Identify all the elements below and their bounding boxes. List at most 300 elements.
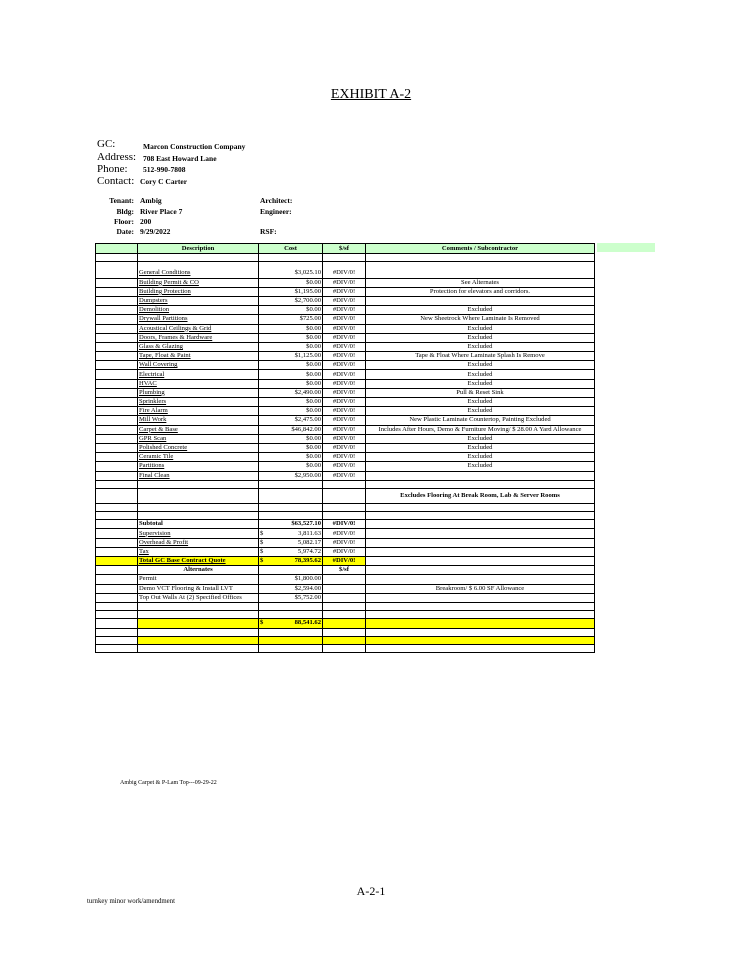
table-row bbox=[96, 488, 595, 503]
table-row bbox=[96, 352, 595, 361]
row-comment: Excluded bbox=[366, 333, 595, 342]
engineer-label: Engineer: bbox=[260, 207, 292, 216]
row-comment bbox=[366, 471, 595, 480]
table-row bbox=[96, 342, 595, 351]
row-cost: $0.00 bbox=[259, 324, 323, 333]
table-cell bbox=[366, 619, 595, 628]
tax-label: Tax bbox=[138, 547, 259, 556]
alternate-comment bbox=[366, 575, 595, 584]
table-cell bbox=[323, 512, 366, 520]
row-cost: $0.00 bbox=[259, 370, 323, 379]
table-row bbox=[96, 434, 595, 443]
row-sf: #DIV/0! bbox=[323, 462, 366, 471]
row-comment: Excluded bbox=[366, 361, 595, 370]
amount: 5,974.72 bbox=[297, 547, 321, 555]
row-comment: Excluded bbox=[366, 370, 595, 379]
header-highlight bbox=[597, 243, 655, 252]
table-cell bbox=[323, 611, 366, 619]
table-cell bbox=[259, 254, 323, 262]
table-row bbox=[96, 644, 595, 652]
table-cell bbox=[323, 584, 366, 593]
table-row bbox=[96, 453, 595, 462]
blank-cell bbox=[96, 370, 138, 379]
table-cell bbox=[96, 262, 138, 270]
table-cell bbox=[259, 512, 323, 520]
table-row bbox=[96, 296, 595, 305]
row-cost: $0.00 bbox=[259, 434, 323, 443]
blank-cell bbox=[96, 425, 138, 434]
date-label: Date: bbox=[116, 227, 134, 236]
note-comment: Excludes Flooring At Break Room, Lab & Server Rooms bbox=[366, 488, 595, 503]
table-row bbox=[96, 425, 595, 434]
table-cell bbox=[366, 557, 595, 566]
blank-cell bbox=[96, 462, 138, 471]
blank-cell bbox=[96, 352, 138, 361]
table-cell bbox=[138, 628, 259, 636]
table-row bbox=[96, 388, 595, 397]
table-row bbox=[96, 512, 595, 520]
row-sf: #DIV/0! bbox=[323, 342, 366, 351]
table-row bbox=[96, 636, 595, 644]
row-comment: Excluded bbox=[366, 407, 595, 416]
table-cell bbox=[366, 262, 595, 270]
table-cell bbox=[96, 636, 138, 644]
row-description: General Conditions bbox=[138, 269, 259, 278]
blank-cell bbox=[96, 342, 138, 351]
row-cost: $0.00 bbox=[259, 278, 323, 287]
row-cost: $0.00 bbox=[259, 398, 323, 407]
table-row bbox=[96, 407, 595, 416]
table-cell bbox=[323, 602, 366, 610]
row-description: Sprinklers bbox=[138, 398, 259, 407]
table-cell bbox=[366, 628, 595, 636]
row-sf: #DIV/0! bbox=[323, 269, 366, 278]
row-description: Dumpsters bbox=[138, 296, 259, 305]
table-cell bbox=[366, 602, 595, 610]
table-row bbox=[96, 462, 595, 471]
cost-table bbox=[95, 243, 595, 653]
table-row bbox=[96, 254, 595, 262]
row-comment: Tape & Float Where Laminate Splash Is Remove bbox=[366, 352, 595, 361]
row-cost: $0.00 bbox=[259, 379, 323, 388]
table-cell bbox=[138, 611, 259, 619]
blank-cell bbox=[96, 333, 138, 342]
table-cell bbox=[138, 602, 259, 610]
alternate-cost: $2,594.00 bbox=[259, 584, 323, 593]
row-comment: Pull & Reset Sink bbox=[366, 388, 595, 397]
table-cell bbox=[366, 254, 595, 262]
blank-cell bbox=[96, 361, 138, 370]
header-cost: Cost bbox=[259, 244, 323, 254]
table-cell bbox=[323, 636, 366, 644]
alternates-sf: $/sf bbox=[323, 566, 366, 575]
row-sf: #DIV/0! bbox=[323, 370, 366, 379]
table-row bbox=[96, 370, 595, 379]
row-cost: $2,950.00 bbox=[259, 471, 323, 480]
blank-cell bbox=[96, 407, 138, 416]
supervision-label: Supervision bbox=[138, 529, 259, 538]
row-sf: #DIV/0! bbox=[323, 306, 366, 315]
row-description: Tape, Float & Paint bbox=[138, 352, 259, 361]
table-cell bbox=[96, 503, 138, 511]
table-row bbox=[96, 262, 595, 270]
row-description: Fire Alarm bbox=[138, 407, 259, 416]
table-cell bbox=[259, 636, 323, 644]
row-comment: Excluded bbox=[366, 443, 595, 452]
contact-value: Cory C Carter bbox=[140, 177, 188, 186]
row-sf: #DIV/0! bbox=[323, 315, 366, 324]
bldg-value: River Place 7 bbox=[140, 207, 183, 216]
tax-cost bbox=[259, 547, 323, 556]
blank-cell bbox=[96, 398, 138, 407]
row-description: Polished Concrete bbox=[138, 443, 259, 452]
table-row bbox=[96, 443, 595, 452]
total-sf: #DIV/0! bbox=[323, 557, 366, 566]
row-comment: Excluded bbox=[366, 434, 595, 443]
alternates-label: Alternates bbox=[138, 566, 259, 575]
row-description: Building Protection bbox=[138, 287, 259, 296]
table-cell bbox=[138, 619, 259, 628]
table-row bbox=[96, 269, 595, 278]
table-cell bbox=[259, 628, 323, 636]
blank-cell bbox=[96, 324, 138, 333]
table-cell bbox=[323, 575, 366, 584]
row-sf: #DIV/0! bbox=[323, 398, 366, 407]
grand-total-cost bbox=[259, 619, 323, 628]
alternate-description: Demo VCT Flooring & Install LVT bbox=[138, 584, 259, 593]
table-cell bbox=[366, 636, 595, 644]
supervision-cost bbox=[259, 529, 323, 538]
table-row bbox=[96, 379, 595, 388]
table-cell bbox=[259, 488, 323, 503]
row-description: Glass & Glazing bbox=[138, 342, 259, 351]
table-row bbox=[96, 602, 595, 610]
row-comment: Includes After Hours, Demo & Furniture Moving/ $ 28.00 A Yard Allowance bbox=[366, 425, 595, 434]
blank-cell bbox=[96, 471, 138, 480]
table-row bbox=[96, 416, 595, 425]
blank-cell bbox=[96, 278, 138, 287]
table-cell bbox=[96, 628, 138, 636]
row-description: Acoustical Ceilings & Grid bbox=[138, 324, 259, 333]
table-row bbox=[96, 520, 595, 529]
table-cell bbox=[366, 512, 595, 520]
row-description: Plumbing bbox=[138, 388, 259, 397]
blank-cell bbox=[96, 269, 138, 278]
tenant-label: Tenant: bbox=[109, 196, 134, 205]
address-value: 708 East Howard Lane bbox=[143, 154, 217, 163]
amount: 5,082.17 bbox=[297, 538, 321, 546]
table-cell bbox=[366, 566, 595, 575]
supervision-sf: #DIV/0! bbox=[323, 529, 366, 538]
table-cell bbox=[259, 262, 323, 270]
table-cell bbox=[96, 520, 138, 529]
gc-label: GC: bbox=[97, 138, 116, 150]
row-sf: #DIV/0! bbox=[323, 407, 366, 416]
blank-cell bbox=[96, 287, 138, 296]
table-cell bbox=[96, 602, 138, 610]
table-cell bbox=[323, 619, 366, 628]
row-cost: $0.00 bbox=[259, 443, 323, 452]
footer-line: turnkey minor work/amendment bbox=[87, 898, 175, 905]
table-cell bbox=[323, 480, 366, 488]
row-sf: #DIV/0! bbox=[323, 453, 366, 462]
row-cost: $0.00 bbox=[259, 333, 323, 342]
table-row bbox=[96, 547, 595, 556]
table-cell bbox=[323, 488, 366, 503]
row-comment: Excluded bbox=[366, 398, 595, 407]
header-description: Description bbox=[138, 244, 259, 254]
row-comment: Excluded bbox=[366, 342, 595, 351]
row-cost: $0.00 bbox=[259, 342, 323, 351]
blank-cell bbox=[96, 557, 138, 566]
row-cost: $2,700.00 bbox=[259, 296, 323, 305]
table-cell bbox=[138, 488, 259, 503]
row-description: Ceramic Tile bbox=[138, 453, 259, 462]
phone-value: 512-990-7808 bbox=[143, 165, 186, 174]
table-cell bbox=[96, 611, 138, 619]
table-cell bbox=[366, 503, 595, 511]
row-sf: #DIV/0! bbox=[323, 434, 366, 443]
blank-cell bbox=[96, 453, 138, 462]
alternate-comment bbox=[366, 593, 595, 602]
table-cell bbox=[366, 547, 595, 556]
row-comment: New Sheetrock Where Laminate Is Removed bbox=[366, 315, 595, 324]
table-cell bbox=[259, 480, 323, 488]
row-description: Final Clean bbox=[138, 471, 259, 480]
row-comment: Excluded bbox=[366, 324, 595, 333]
total-label: Total GC Base Contract Quote bbox=[138, 557, 259, 566]
table-cell bbox=[96, 619, 138, 628]
row-comment: Excluded bbox=[366, 462, 595, 471]
row-cost: $46,842.00 bbox=[259, 425, 323, 434]
row-sf: #DIV/0! bbox=[323, 278, 366, 287]
table-cell bbox=[366, 520, 595, 529]
table-cell bbox=[96, 575, 138, 584]
currency-symbol: $ bbox=[260, 619, 264, 627]
table-row bbox=[96, 584, 595, 593]
row-sf: #DIV/0! bbox=[323, 361, 366, 370]
alternate-cost: $1,800.00 bbox=[259, 575, 323, 584]
row-cost: $0.00 bbox=[259, 462, 323, 471]
row-sf: #DIV/0! bbox=[323, 352, 366, 361]
row-cost: $3,025.10 bbox=[259, 269, 323, 278]
address-label: Address: bbox=[97, 151, 137, 163]
table-row bbox=[96, 611, 595, 619]
table-cell bbox=[138, 512, 259, 520]
table-row bbox=[96, 244, 595, 254]
table-cell bbox=[138, 480, 259, 488]
total-cost bbox=[259, 557, 323, 566]
tax-sf: #DIV/0! bbox=[323, 547, 366, 556]
currency-symbol: $ bbox=[260, 557, 264, 565]
overhead-cost bbox=[259, 538, 323, 547]
row-sf: #DIV/0! bbox=[323, 287, 366, 296]
table-cell bbox=[366, 529, 595, 538]
exhibit-title: EXHIBIT A-2 bbox=[330, 87, 412, 102]
row-description: Mill Work bbox=[138, 416, 259, 425]
table-cell bbox=[323, 503, 366, 511]
file-note: Ambig Carpet & P-Lam Top---09-29-22 bbox=[120, 780, 217, 786]
alternate-description: Permit bbox=[138, 575, 259, 584]
row-description: Doors, Frames & Hardware bbox=[138, 333, 259, 342]
table-row bbox=[96, 398, 595, 407]
table-row bbox=[96, 306, 595, 315]
table-row bbox=[96, 557, 595, 566]
row-comment: See Alternates bbox=[366, 278, 595, 287]
row-sf: #DIV/0! bbox=[323, 388, 366, 397]
table-cell bbox=[96, 644, 138, 652]
row-sf: #DIV/0! bbox=[323, 379, 366, 388]
blank-cell bbox=[96, 306, 138, 315]
table-cell bbox=[96, 547, 138, 556]
table-row bbox=[96, 529, 595, 538]
table-cell bbox=[96, 512, 138, 520]
table-cell bbox=[96, 538, 138, 547]
blank-cell bbox=[96, 296, 138, 305]
subtotal-cost: $63,527.10 bbox=[259, 520, 323, 529]
table-cell bbox=[138, 503, 259, 511]
table-cell bbox=[366, 480, 595, 488]
row-description: Wall Covering bbox=[138, 361, 259, 370]
row-cost: $2,490.00 bbox=[259, 388, 323, 397]
alternate-cost: $5,752.00 bbox=[259, 593, 323, 602]
alternate-comment: Breakroom/ $ 6.00 SF Allowance bbox=[366, 584, 595, 593]
table-row bbox=[96, 628, 595, 636]
table-row bbox=[96, 278, 595, 287]
row-sf: #DIV/0! bbox=[323, 296, 366, 305]
architect-label: Architect: bbox=[260, 196, 293, 205]
row-description: Drywall Partitions bbox=[138, 315, 259, 324]
table-cell bbox=[259, 503, 323, 511]
table-cell bbox=[323, 628, 366, 636]
currency-symbol: $ bbox=[260, 529, 264, 537]
row-description: HVAC bbox=[138, 379, 259, 388]
row-description: Demolition bbox=[138, 306, 259, 315]
tenant-value: Ambig bbox=[140, 196, 162, 205]
table-cell bbox=[323, 644, 366, 652]
table-cell bbox=[96, 529, 138, 538]
amount: 3,811.63 bbox=[298, 529, 321, 537]
table-row bbox=[96, 287, 595, 296]
table-cell bbox=[96, 254, 138, 262]
row-cost: $0.00 bbox=[259, 306, 323, 315]
table-cell bbox=[96, 593, 138, 602]
blank-cell bbox=[96, 434, 138, 443]
table-cell bbox=[259, 644, 323, 652]
table-cell bbox=[138, 636, 259, 644]
row-comment: Excluded bbox=[366, 453, 595, 462]
page-number: A-2-1 bbox=[356, 884, 386, 898]
row-description: Carpet & Base bbox=[138, 425, 259, 434]
header-comments: Comments / Subcontractor bbox=[366, 244, 595, 254]
row-description: Building Permit & CO bbox=[138, 278, 259, 287]
alternate-description: Top Out Walls At (2) Specified Offices bbox=[138, 593, 259, 602]
amount: 78,395.62 bbox=[294, 557, 321, 565]
currency-symbol: $ bbox=[260, 538, 264, 546]
table-row bbox=[96, 619, 595, 628]
blank-cell bbox=[96, 379, 138, 388]
row-cost: $0.00 bbox=[259, 361, 323, 370]
row-sf: #DIV/0! bbox=[323, 443, 366, 452]
table-row bbox=[96, 333, 595, 342]
table-cell bbox=[323, 593, 366, 602]
table-cell bbox=[259, 566, 323, 575]
table-row bbox=[96, 538, 595, 547]
currency-symbol: $ bbox=[260, 547, 264, 555]
row-sf: #DIV/0! bbox=[323, 333, 366, 342]
table-row bbox=[96, 361, 595, 370]
gc-value: Marcon Construction Company bbox=[143, 142, 246, 151]
row-comment: New Plastic Laminate Countertop, Painting Excluded bbox=[366, 416, 595, 425]
floor-value: 200 bbox=[140, 217, 152, 226]
row-comment bbox=[366, 296, 595, 305]
table-cell bbox=[96, 566, 138, 575]
table-cell bbox=[138, 644, 259, 652]
table-cell bbox=[366, 644, 595, 652]
row-description: Partitions bbox=[138, 462, 259, 471]
subtotal-sf: #DIV/0! bbox=[323, 520, 366, 529]
floor-label: Floor: bbox=[114, 217, 134, 226]
table-cell bbox=[96, 480, 138, 488]
row-description: GPR Scan bbox=[138, 434, 259, 443]
blank-cell bbox=[96, 443, 138, 452]
table-cell bbox=[366, 611, 595, 619]
row-sf: #DIV/0! bbox=[323, 416, 366, 425]
table-cell bbox=[138, 254, 259, 262]
overhead-label: Overhead & Profit bbox=[138, 538, 259, 547]
rsf-label: RSF: bbox=[260, 227, 277, 236]
row-comment: Protection for elevators and corridors. bbox=[366, 287, 595, 296]
table-row bbox=[96, 324, 595, 333]
row-sf: #DIV/0! bbox=[323, 324, 366, 333]
date-value: 9/29/2022 bbox=[140, 227, 171, 236]
table-row bbox=[96, 471, 595, 480]
row-cost: $0.00 bbox=[259, 453, 323, 462]
table-cell bbox=[366, 538, 595, 547]
header-sf: $/sf bbox=[323, 244, 366, 254]
table-row bbox=[96, 315, 595, 324]
blank-cell bbox=[96, 244, 138, 254]
row-description: Electrical bbox=[138, 370, 259, 379]
table-row bbox=[96, 566, 595, 575]
row-sf: #DIV/0! bbox=[323, 471, 366, 480]
phone-label: Phone: bbox=[97, 163, 128, 175]
contact-label: Contact: bbox=[97, 175, 135, 187]
row-comment bbox=[366, 269, 595, 278]
overhead-sf: #DIV/0! bbox=[323, 538, 366, 547]
row-cost: $725.00 bbox=[259, 315, 323, 324]
table-cell bbox=[259, 611, 323, 619]
row-cost: $0.00 bbox=[259, 407, 323, 416]
bldg-label: Bldg: bbox=[116, 207, 134, 216]
table-row bbox=[96, 575, 595, 584]
row-cost: $2,475.00 bbox=[259, 416, 323, 425]
row-comment: Excluded bbox=[366, 306, 595, 315]
table-row bbox=[96, 480, 595, 488]
table-cell bbox=[96, 488, 138, 503]
table-cell bbox=[323, 254, 366, 262]
row-comment: Excluded bbox=[366, 379, 595, 388]
amount: 88,541.62 bbox=[294, 619, 321, 627]
row-cost: $1,125.00 bbox=[259, 352, 323, 361]
subtotal-label: Subtotal bbox=[138, 520, 259, 529]
table-row bbox=[96, 593, 595, 602]
table-cell bbox=[96, 584, 138, 593]
table-row bbox=[96, 503, 595, 511]
blank-cell bbox=[96, 315, 138, 324]
table-cell bbox=[138, 262, 259, 270]
table-cell bbox=[259, 602, 323, 610]
